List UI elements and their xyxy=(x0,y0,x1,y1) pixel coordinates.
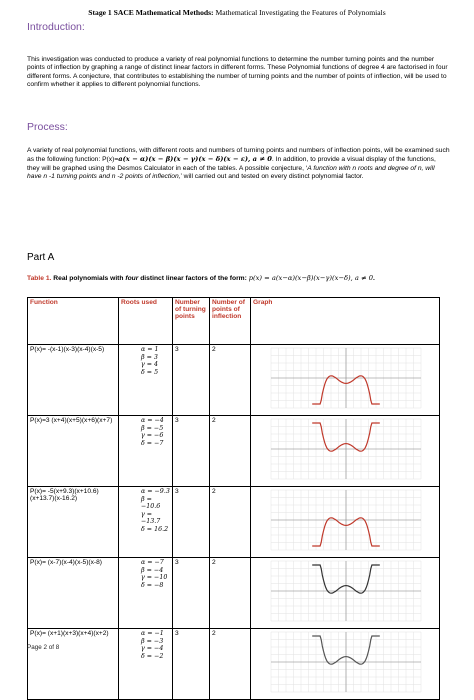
root-value: γ = −10 xyxy=(141,574,168,582)
header-graph: Graph xyxy=(251,298,440,345)
graph-cell xyxy=(251,487,440,558)
root-value: δ = −2 xyxy=(141,652,164,660)
page-header xyxy=(0,8,474,17)
table-row xyxy=(28,487,440,558)
root-value: δ = −8 xyxy=(141,581,164,589)
header-rest: Mathematical Investigating the Features of Polynomials xyxy=(215,8,386,17)
table-caption-italic: four xyxy=(125,275,139,282)
table-row xyxy=(28,345,440,416)
table-caption xyxy=(27,274,375,282)
roots-cell xyxy=(119,558,173,629)
table-caption-formula: p(x) = a(x−α)(x−β)(x−γ)(x−δ), a ≠ 0 xyxy=(248,274,373,282)
introduction-heading: Introduction: xyxy=(27,21,85,33)
root-value: α = −9.3 xyxy=(141,488,170,495)
process-formula: a(x − α)(x − β)(x − γ)(x − δ)(x − ε), a ≠ 0 xyxy=(118,155,272,164)
roots-cell xyxy=(119,416,173,487)
header-function: Function xyxy=(28,298,119,345)
header-roots: Roots used xyxy=(119,298,173,345)
inflection-points-cell: 2 xyxy=(210,629,251,700)
graph-image xyxy=(253,630,436,694)
roots-cell xyxy=(119,487,173,558)
table-row xyxy=(28,416,440,487)
turning-points-cell: 3 xyxy=(173,487,210,558)
polynomial-table xyxy=(27,297,440,700)
header-bold: Stage 1 SACE Mathematical Methods: xyxy=(88,8,214,17)
root-value: γ = −13.7 xyxy=(141,510,161,526)
root-value: β = −10.6 xyxy=(141,495,161,511)
root-value: β = 3 xyxy=(141,353,158,361)
graph-cell xyxy=(251,416,440,487)
header-inflection-points: Number of points of inflection xyxy=(210,298,251,345)
function-cell: P(x)= -5(x+9.3)(x+10.6)(x+13.7)(x-16.2) xyxy=(28,487,119,558)
root-value: γ = −6 xyxy=(141,432,164,440)
root-value: β = −3 xyxy=(141,637,164,645)
turning-points-cell: 3 xyxy=(173,558,210,629)
inflection-points-cell: 2 xyxy=(210,416,251,487)
inflection-points-cell: 2 xyxy=(210,345,251,416)
root-value: γ = 4 xyxy=(141,361,159,369)
header-turning-points: Number of turning points xyxy=(173,298,210,345)
graph-cell xyxy=(251,345,440,416)
root-value: β = −5 xyxy=(141,424,164,432)
process-heading: Process: xyxy=(27,121,68,133)
process-conjecture: A function with n roots and degree of n, will have n -1 turning points and n -2 points of inflection, xyxy=(27,164,435,180)
process-text xyxy=(27,147,450,181)
function-cell: P(x)= -(x-1)(x-3)(x-4)(x-5) xyxy=(28,345,119,416)
root-value: δ = 5 xyxy=(141,368,159,376)
graph-image xyxy=(253,417,436,481)
inflection-points-cell: 2 xyxy=(210,487,251,558)
root-value: α = 1 xyxy=(141,346,159,353)
table-header-row xyxy=(28,298,440,345)
turning-points-cell: 3 xyxy=(173,416,210,487)
table-caption-end: . xyxy=(372,275,375,282)
page-footer: Page 2 of 8 xyxy=(27,644,60,651)
table-caption-label: Table 1. xyxy=(27,275,52,282)
root-value: α = −7 xyxy=(141,559,164,566)
root-value: γ = −4 xyxy=(141,645,164,653)
function-cell: P(x)= (x+1)(x+3)(x+4)(x+2) xyxy=(28,629,119,700)
process-text-2: . In addition, to provide a visual display of the functions, they will be graphed using the Desmos Calculator in each of the tables. A possible conjecture, ‘ xyxy=(27,156,436,172)
process-text-1: A variety of real polynomial functions, with different roots and numbers of turning points and numbers of inflection points, will be examined such as the following function: P(x)= xyxy=(27,147,450,164)
root-value: α = −4 xyxy=(141,417,164,424)
turning-points-cell: 3 xyxy=(173,345,210,416)
inflection-points-cell: 2 xyxy=(210,558,251,629)
table-caption-text: Real polynomials with xyxy=(51,275,126,282)
part-a-heading: Part A xyxy=(27,252,55,263)
process-text-3: ’ will carried out and tested on every distinct polynomial factor. xyxy=(180,172,364,180)
graph-image xyxy=(253,559,436,623)
function-cell: P(x)= (x-7)(x-4)(x-5)(x-8) xyxy=(28,558,119,629)
roots-cell xyxy=(119,629,173,700)
graph-cell xyxy=(251,629,440,700)
table-row xyxy=(28,629,440,700)
table-row xyxy=(28,558,440,629)
root-value: δ = 16.2 xyxy=(141,525,169,533)
turning-points-cell: 3 xyxy=(173,629,210,700)
graph-cell xyxy=(251,558,440,629)
function-cell: P(x)=3 (x+4)(x+5)(x+6)(x+7) xyxy=(28,416,119,487)
root-value: δ = −7 xyxy=(141,439,164,447)
graph-image xyxy=(253,346,436,410)
table-caption-text2: distinct linear factors of the form: xyxy=(138,275,249,282)
introduction-text: This investigation was conducted to produce a variety of real polynomial functions to determine the number turning points and the number points of inflection by graphing a range of distinct linear factors in different forms. These Polynomial functions of degree 4 are factorised in four different forms. A conjecture, that contributes to establishing the number of turning points and the number of points of inflection, will be used to confirm whether it applies to different polynomial functions. xyxy=(27,56,448,88)
root-value: β = −4 xyxy=(141,566,164,574)
graph-image xyxy=(253,488,436,552)
roots-cell xyxy=(119,345,173,416)
root-value: α = −1 xyxy=(141,630,164,637)
